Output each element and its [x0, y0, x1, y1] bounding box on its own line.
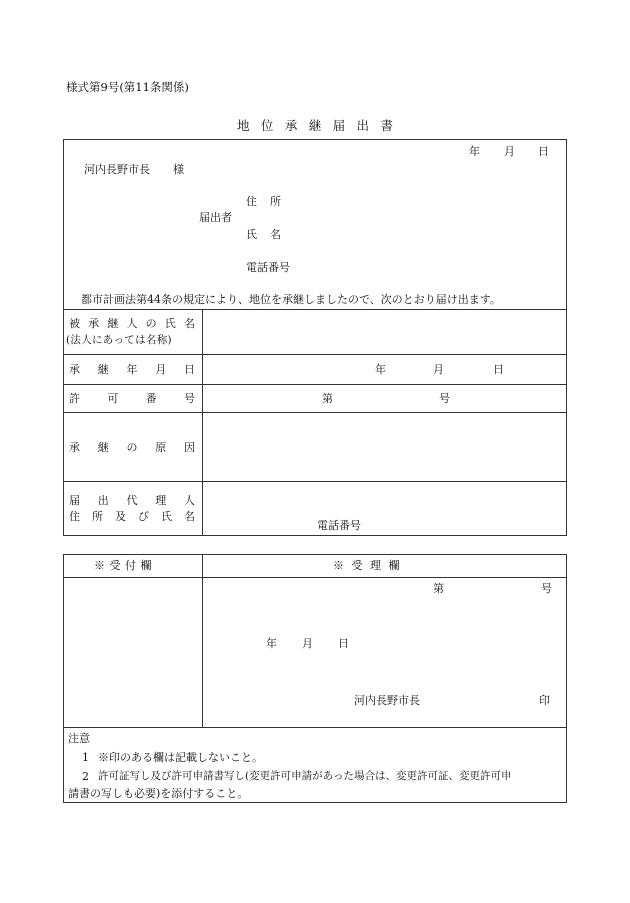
form-number: 様式第9号(第11条関係) [66, 80, 189, 94]
table-divider [63, 309, 567, 310]
table-column-divider [202, 309, 203, 536]
permit-go: 号 [439, 392, 450, 405]
succession-day: 日 [493, 363, 504, 376]
predecessor-corp-label: (法人にあっては名称) [66, 334, 172, 346]
processing-header: ※ 受 理 欄 [333, 559, 402, 572]
date-year-label: 年 [469, 145, 480, 158]
notes-divider [63, 727, 567, 728]
title-char: 出 [356, 118, 370, 133]
title-char: 承 [284, 118, 298, 133]
office-mayor: 河内長野市長 [354, 694, 420, 707]
note-2-number: 2 [82, 770, 89, 783]
applicant-label: 届出者 [199, 211, 232, 224]
date-month-label: 月 [504, 145, 515, 158]
succession-month: 月 [433, 363, 444, 376]
note-1-text: ※印のある欄は記載しないこと。 [98, 751, 263, 764]
document-title [237, 120, 393, 133]
reception-header: ※ 受 付 欄 [94, 559, 152, 572]
office-month: 月 [302, 637, 313, 650]
addressee: 河内長野市長 [84, 163, 150, 176]
phone-label: 電話番号 [246, 261, 290, 274]
label-char: 住 [246, 195, 257, 208]
succession-cause-label: 承 継 の 原 因 [69, 441, 195, 454]
label-char: 名 [270, 228, 281, 241]
succession-year: 年 [375, 363, 386, 376]
label-char: 氏 [246, 228, 257, 241]
office-year: 年 [266, 637, 277, 650]
table-divider [63, 481, 567, 482]
date-day-label: 日 [538, 145, 549, 158]
office-column-divider [202, 554, 203, 727]
office-go: 号 [541, 582, 552, 595]
agent-label: 届 出 代 理 人 [69, 494, 195, 507]
succession-date-label: 承 継 年 月 日 [69, 363, 195, 376]
label-char: 所 [270, 195, 281, 208]
agent-address-name-label: 住 所 及 び 氏 名 [69, 510, 195, 523]
office-header-divider [63, 577, 567, 578]
note-1-number: 1 [82, 751, 89, 764]
title-char: 届 [332, 118, 346, 133]
permit-dai: 第 [322, 392, 333, 405]
title-char: 継 [308, 118, 322, 133]
note-2-text-line2: 請書の写しも必要)を添付すること。 [68, 787, 249, 800]
office-use-box [63, 554, 567, 803]
office-seal: 印 [539, 694, 550, 707]
title-char: 書 [380, 118, 393, 133]
table-divider [63, 384, 567, 385]
office-dai: 第 [433, 582, 444, 595]
statement: 都市計画法第44条の規定により、地位を承継しましたので、次のとおり届け出ます。 [81, 293, 501, 306]
name-label [246, 229, 281, 240]
note-2-text-line1: 許可証写し及び許可申請書写し(変更許可申請があった場合は、変更許可証、変更許可申 [98, 770, 512, 782]
permit-number-label: 許 可 番 号 [69, 392, 195, 405]
table-divider [63, 354, 567, 355]
table-divider [63, 412, 567, 413]
agent-phone-label: 電話番号 [317, 519, 361, 532]
predecessor-name-label: 被 承 継 人 の 氏 名 [69, 317, 195, 330]
title-char: 地 [237, 118, 250, 133]
notes-heading: 注意 [68, 732, 90, 745]
address-label [246, 196, 281, 207]
honorific: 様 [173, 163, 184, 176]
office-day: 日 [338, 637, 349, 650]
title-char: 位 [260, 118, 274, 133]
